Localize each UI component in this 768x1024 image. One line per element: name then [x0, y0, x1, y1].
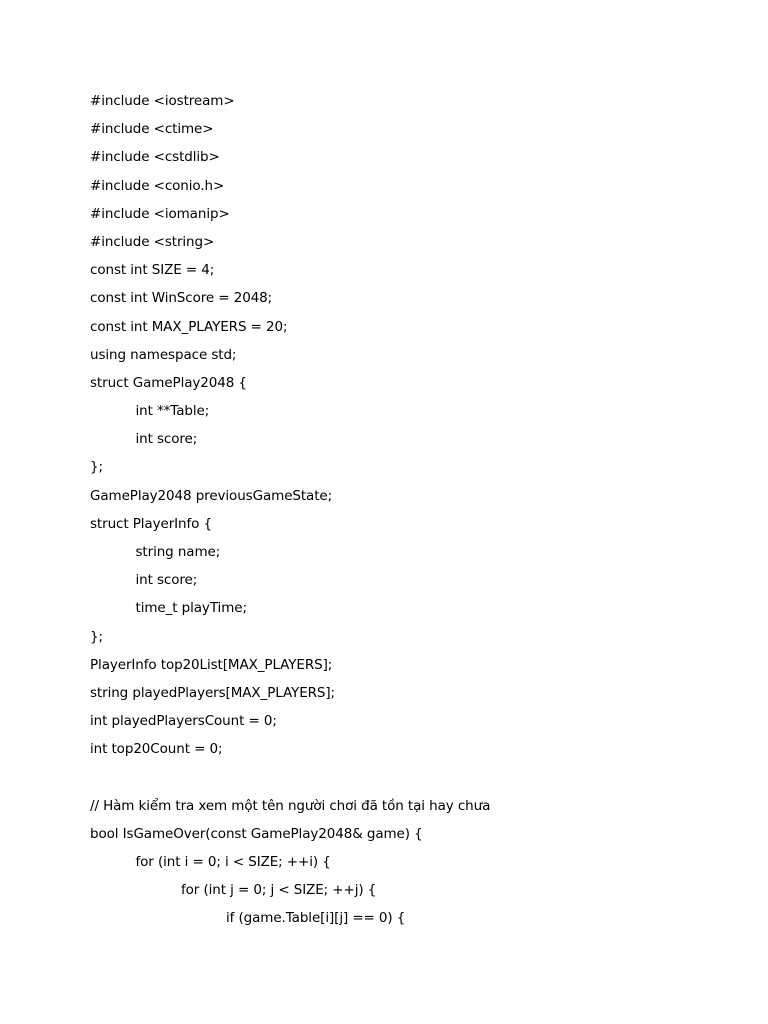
code-line: int **Table; [135, 403, 210, 420]
code-line: int score; [135, 431, 198, 448]
code-line: time_t playTime; [135, 600, 247, 617]
code-line: #include <string> [90, 233, 215, 250]
code-line: for (int j = 0; j < SIZE; ++j) { [181, 882, 377, 899]
code-line: bool IsGameOver(const GamePlay2048& game) { [90, 825, 423, 842]
code-line: const int SIZE = 4; [90, 262, 215, 279]
code-line: int top20Count = 0; [90, 741, 223, 758]
code-line: struct PlayerInfo { [90, 515, 212, 532]
code-line: for (int i = 0; i < SIZE; ++i) { [135, 854, 331, 871]
blank-line [90, 766, 490, 794]
code-line: int playedPlayersCount = 0; [90, 713, 277, 730]
code-line: #include <ctime> [90, 121, 214, 138]
code-block [90, 89, 490, 935]
code-line: }; [90, 628, 103, 645]
code-line: struct GamePlay2048 { [90, 374, 247, 391]
code-line: #include <cstdlib> [90, 149, 220, 166]
code-line: if (game.Table[i][j] == 0) { [226, 910, 406, 927]
code-line: #include <conio.h> [90, 177, 225, 194]
code-line: GamePlay2048 previousGameState; [90, 487, 333, 504]
code-line: }; [90, 459, 103, 476]
code-line: PlayerInfo top20List[MAX_PLAYERS]; [90, 656, 333, 673]
code-line: #include <iomanip> [90, 205, 230, 222]
code-line: const int WinScore = 2048; [90, 290, 273, 307]
code-line: using namespace std; [90, 346, 237, 363]
code-line: const int MAX_PLAYERS = 20; [90, 318, 288, 335]
code-line: // Hàm kiểm tra xem một tên người chơi đã tồn tại hay chưa [90, 797, 491, 814]
code-line: #include <iostream> [90, 93, 235, 109]
code-line: string playedPlayers[MAX_PLAYERS]; [90, 684, 335, 701]
code-line: int score; [135, 572, 198, 589]
code-line: string name; [135, 544, 221, 560]
